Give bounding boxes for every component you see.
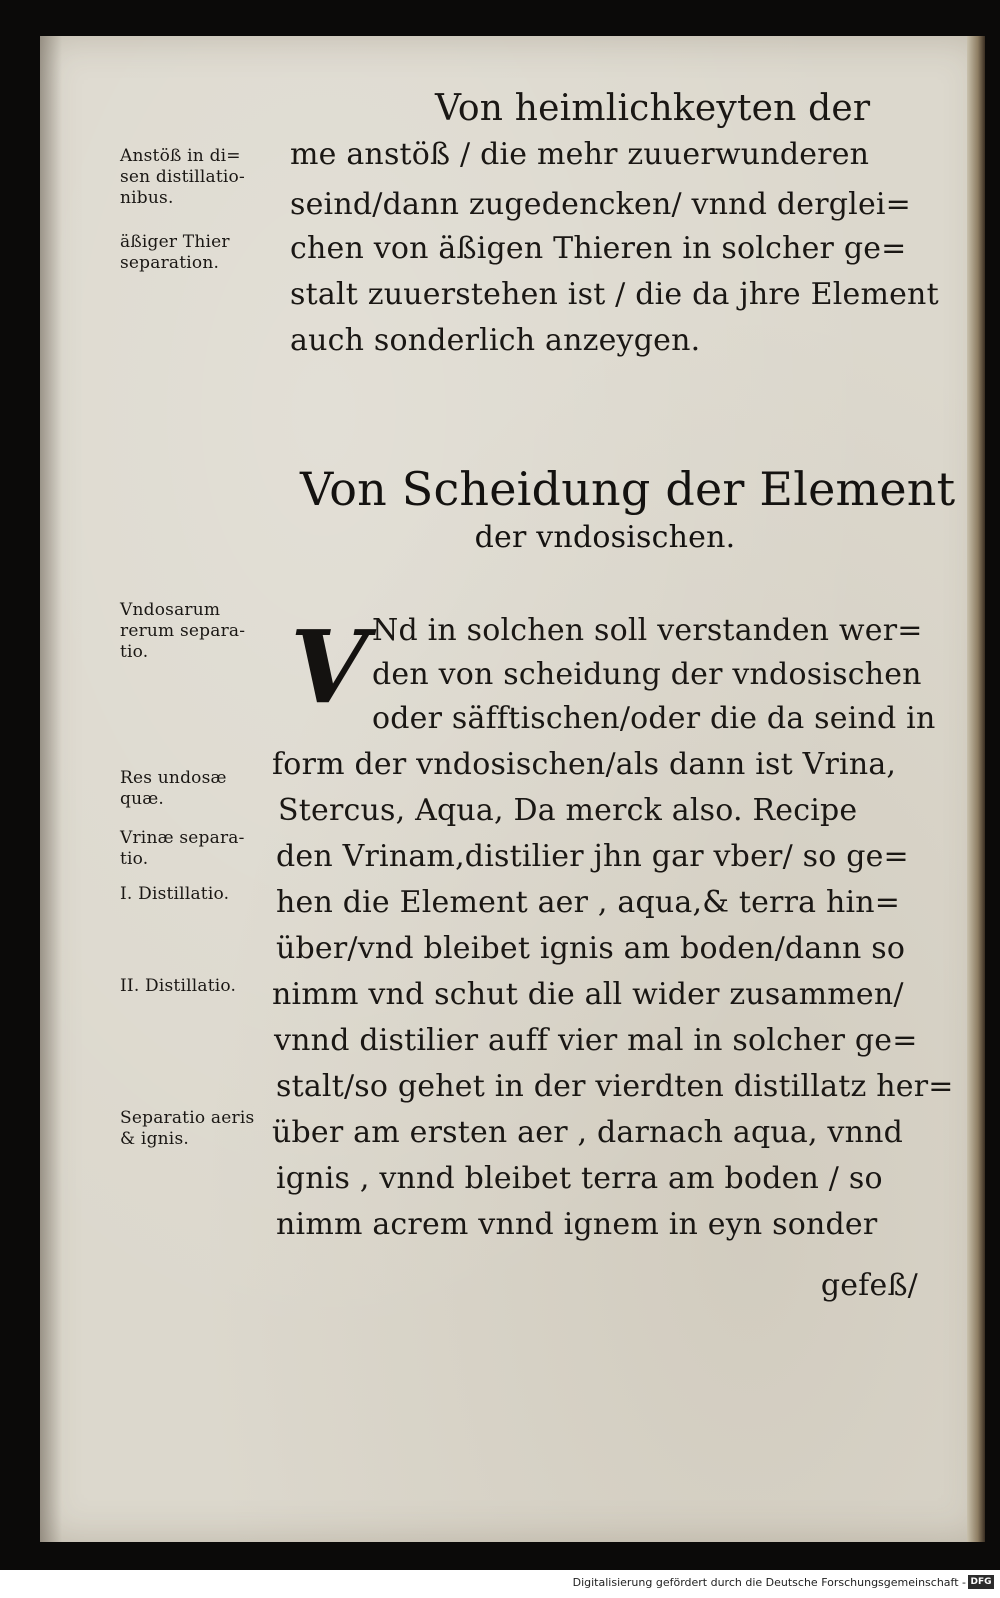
margin-note-line: tio. (120, 849, 149, 869)
margin-note-line: separation. (120, 253, 220, 273)
text-line: ignis , vnnd bleibet terra am boden / so (276, 1161, 883, 1196)
text-line: seind/dann zugedencken/ vnnd derglei= (290, 187, 912, 222)
margin-note-line: nibus. (120, 188, 174, 208)
margin-note-line: tio. (120, 642, 149, 662)
text-line: nimm acrem vnnd ignem in eyn sonder (276, 1207, 878, 1242)
text-line: Nd in solchen soll verstanden wer= (372, 613, 923, 648)
margin-note-line: äßiger Thier (120, 232, 230, 252)
margin-note-line: Res undosæ (120, 768, 227, 788)
funding-credit: Digitalisierung gefördert durch die Deutsche Forschungsgemeinschaft - (572, 1576, 966, 1589)
text-line: Stercus, Aqua, Da merck also. Recipe (278, 793, 858, 828)
text-line: stalt zuuerstehen ist / die da jhre Element (290, 277, 939, 312)
drop-cap-initial: V (290, 608, 368, 726)
margin-note-line: Separatio aeris (120, 1108, 255, 1128)
margin-note-line: rerum separa- (120, 621, 246, 641)
margin-note (120, 976, 280, 997)
text-line: den von scheidung der vndosischen (372, 657, 922, 692)
text-line: vnnd distilier auff vier mal in solcher ge= (274, 1023, 918, 1058)
margin-note (120, 1108, 280, 1150)
text-line: me anstöß / die mehr zuuerwunderen (290, 137, 870, 172)
margin-note (120, 884, 280, 905)
text-line: nimm vnd schut die all wider zusammen/ (272, 977, 904, 1012)
margin-note-line: & ignis. (120, 1129, 189, 1149)
margin-note-line: Vrinæ separa- (120, 828, 245, 848)
text-line: auch sonderlich anzeygen. (290, 323, 701, 358)
text-line: chen von äßigen Thieren in solcher ge= (290, 231, 907, 266)
text-line: hen die Element aer , aqua,& terra hin= (276, 885, 901, 920)
margin-note-line: Vndosarum (120, 600, 221, 620)
text-line: über am ersten aer , darnach aqua, vnnd (272, 1115, 904, 1150)
text-line: über/vnd bleibet ignis am boden/dann so (276, 931, 906, 966)
page-edge (967, 36, 985, 1542)
section-subheading: der vndosischen. (474, 520, 736, 555)
margin-note-line: Anstöß in di= (120, 146, 241, 166)
margin-note-line: sen distillatio- (120, 167, 245, 187)
margin-note (120, 828, 280, 870)
text-line: form der vndosischen/als dann ist Vrina, (272, 747, 897, 782)
margin-note (120, 232, 280, 274)
section-heading: Von Scheidung der Element (300, 462, 956, 516)
margin-note-line: I. Distillatio. (120, 884, 230, 904)
text-line: oder säfftischen/oder die da seind in (372, 701, 936, 736)
text-line: den Vrinam,distilier jhn gar vber/ so ge= (276, 839, 909, 874)
margin-note-line: quæ. (120, 789, 165, 809)
text-line: stalt/so gehet in der vierdten distillatz her= (276, 1069, 954, 1104)
gutter-shadow (40, 36, 62, 1542)
margin-note (120, 768, 280, 810)
margin-note-line: II. Distillatio. (120, 976, 237, 996)
running-head: Von heimlichkeyten der (435, 88, 871, 129)
catchword: gefeß/ (820, 1268, 918, 1303)
margin-note (120, 146, 280, 209)
margin-note (120, 600, 280, 663)
dfg-logo: DFG (968, 1575, 994, 1589)
footer-bar (0, 1570, 1000, 1598)
